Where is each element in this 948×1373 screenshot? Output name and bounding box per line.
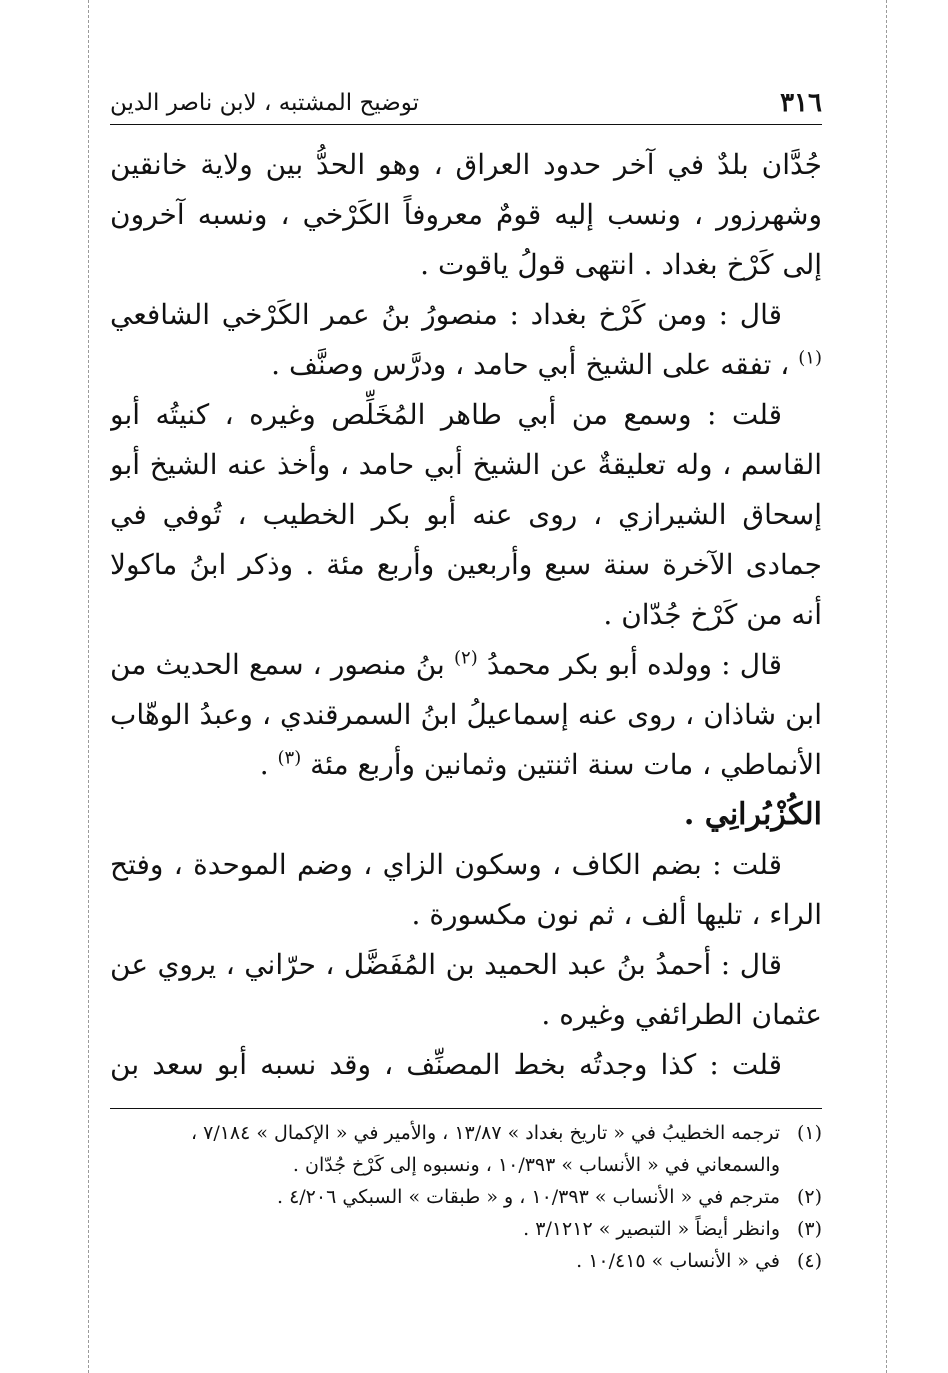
footnote-ref-3[interactable]: (٣): [277, 747, 302, 769]
scan-fold-line-right: [886, 0, 887, 1373]
footnote-text: في « الأنساب » ١٠/٤١٥ .: [576, 1250, 780, 1272]
footnote-3: [110, 1213, 822, 1245]
footnotes: [110, 1108, 822, 1277]
footnote-1: [110, 1117, 822, 1181]
paragraph-2-text: قال : ومن كَرْخ بغداد : منصورُ بنُ عمر الكَرْخي الشافعي: [110, 298, 782, 331]
paragraph-4-text-middle: بنُ منصور ، سمع الحديث من ابن شاذان ، روى عنه إسماعيلُ ابنُ السمرقندي ، وعبدُ الوهّاب الأنماطي ، مات سنة اثنتين وثمانين وأربع مئة: [110, 648, 822, 781]
footnote-number: (٢): [796, 1186, 822, 1208]
paragraph-4: [110, 640, 822, 790]
footnote-2: [110, 1181, 822, 1213]
footnote-text: وانظر أيضاً « التبصير » ٣/١٢١٢ .: [523, 1218, 780, 1240]
page-header: [110, 82, 822, 125]
page-number: ٣١٦: [780, 88, 822, 118]
running-title: توضيح المشتبه ، لابن ناصر الدين: [110, 90, 420, 116]
footnote-number: (٣): [796, 1218, 822, 1240]
paragraph-7-text: قلت : كذا وجدتُه بخط المصنِّف ، وقد نسبه أبو سعد بن: [110, 1048, 782, 1081]
scan-fold-line-left: [88, 0, 89, 1373]
paragraph-2-text-cont: ، تفقه على الشيخ أبي حامد ، ودرَّس وصنَّف .: [271, 348, 790, 381]
footnote-text: ترجمه الخطيبُ في « تاريخ بغداد » ١٣/٨٧ ، والأمير في « الإكمال » ٧/١٨٤ ، والسمعاني في « الأنساب » ١٠/٣٩٣ ، ونسبوه إلى كَرْخ جُدّان .: [190, 1122, 780, 1176]
main-text: [110, 140, 822, 1090]
paragraph-4-text: قال : وولده أبو بكر محمدُ: [486, 648, 782, 681]
paragraph-3: قلت : وسمع من أبي طاهر المُخَلِّص وغيره ، كنيتُه أبو القاسم ، وله تعليقةٌ عن الشيخ أبي حامد ، وأخذ عنه الشيخ أبو إسحاق الشيرازي ، روى عنه أبو بكر الخطيب ، تُوفي في جمادى الآخرة سنة سبع وأربعين وأربع مئة . وذكر ابنُ ماكولا أنه من كَرْخ جُدّان .: [110, 398, 822, 631]
footnote-number: (١): [796, 1122, 822, 1144]
paragraph-5: قلت : بضم الكاف ، وسكون الزاي ، وضم الموحدة ، وفتح الراء ، تليها ألف ، ثم نون مكسورة .: [110, 848, 822, 931]
paragraph-7: [110, 1040, 822, 1090]
footnote-ref-1[interactable]: (١): [798, 347, 822, 369]
paragraph-4-text-end: .: [259, 748, 269, 781]
footnote-4: [110, 1245, 822, 1277]
entry-heading: الكُزْبُرانِي .: [683, 797, 822, 832]
footnote-number: (٤): [796, 1250, 822, 1272]
paragraph-6: قال : أحمدُ بنُ عبد الحميد بن المُفَضَّل ، حرّاني ، يروي عن عثمان الطرائفي وغيره .: [110, 948, 822, 1031]
paragraph-2: [110, 290, 822, 390]
paragraph-1: جُدَّان بلدٌ في آخر حدود العراق ، وهو الحدُّ بين ولاية خانقين وشهرزور ، ونسب إليه قومٌ معروفاً الكَرْخي ، ونسبه آخرون إلى كَرْخ بغداد . انتهى قولُ ياقوت .: [110, 148, 822, 281]
footnote-text: مترجم في « الأنساب » ١٠/٣٩٣ ، و « طبقات » السبكي ٤/٢٠٦ .: [276, 1186, 780, 1208]
footnote-ref-2[interactable]: (٢): [454, 647, 478, 669]
